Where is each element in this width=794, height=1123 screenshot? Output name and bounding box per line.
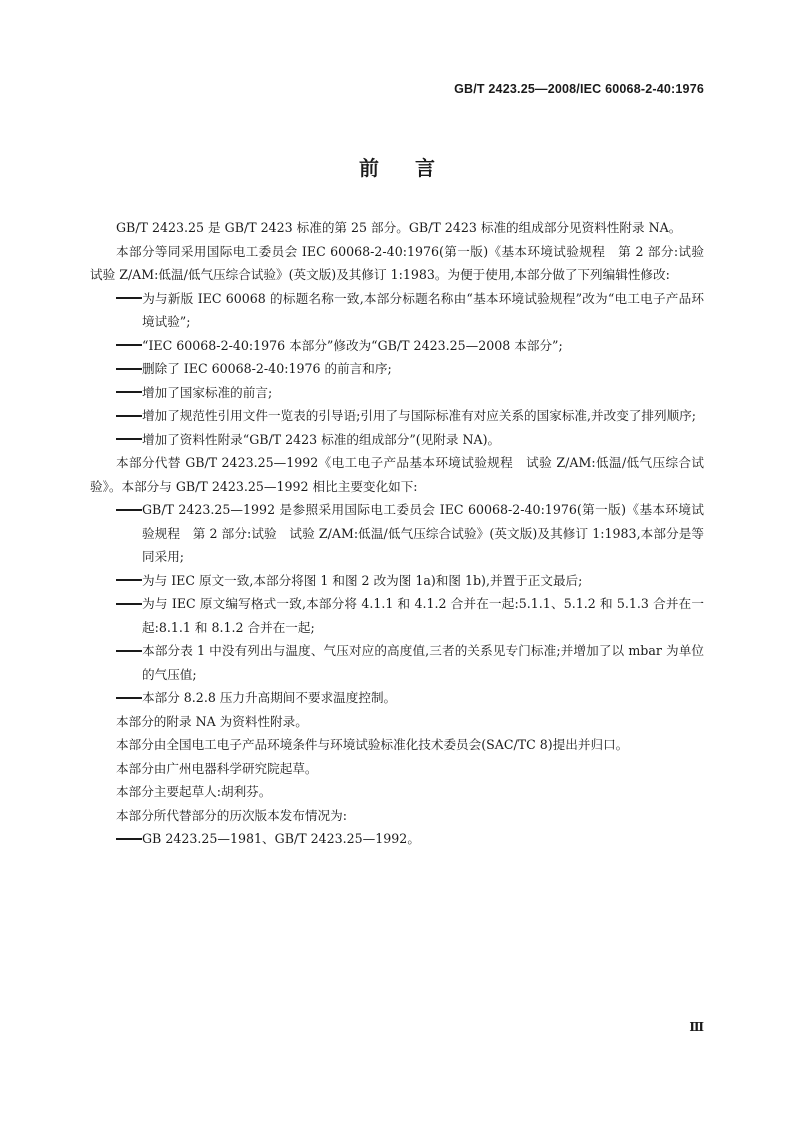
page-number: Ⅲ [689,1020,704,1034]
paragraph: 本部分由全国电工电子产品环境条件与环境试验标准化技术委员会(SAC/TC 8)提出并归口。 [116,737,629,752]
em-dash-marker [116,438,142,440]
paragraph: 本部分由广州电器科学研究院起草。 [116,760,318,776]
list-item: GB 2423.25—1981、GB/T 2423.25—1992。 [90,827,704,851]
paragraph: 本部分所代替部分的历次版本发布情况为: [116,807,347,823]
paragraph: 本部分的附录 NA 为资料性附录。 [116,713,308,729]
paragraph: 本部分代替 GB/T 2423.25—1992《电工电子产品基本环境试验规程 试验 Z/AM:低温/低气压综合试验》。本部分与 GB/T 2423.25—1992 相比主要变化如下: [90,455,704,494]
em-dash-marker [116,297,142,299]
em-dash-marker [116,391,142,393]
standard-number: GB/T 2423.25—2008/IEC 60068-2-40:1976 [454,82,704,96]
list-item: 删除了 IEC 60068-2-40:1976 的前言和序; [90,357,704,381]
list-item: 增加了资料性附录“GB/T 2423 标准的组成部分”(见附录 NA)。 [90,428,704,452]
paragraph: 本部分等同采用国际电工委员会 IEC 60068-2-40:1976(第一版)《基本环境试验规程 第 2 部分:试验 试验 Z/AM:低温/低气压综合试验》(英文版)及其修订 1:1983。为便于使用,本部分做了下列编辑性修改: [90,243,717,282]
em-dash-marker [116,368,142,370]
list-item: 本部分 8.2.8 压力升高期间不要求温度控制。 [90,686,704,710]
paragraph: 本部分主要起草人:胡利芬。 [116,784,272,799]
foreword-body [90,216,717,851]
page-title: 前言 [359,156,471,180]
list-item: 为与 IEC 原文编写格式一致,本部分将 4.1.1 和 4.1.2 合并在一起:5.1.1、5.1.2 和 5.1.3 合并在一起:8.1.1 和 8.1.2 合并在一起; [90,592,704,639]
em-dash-marker [116,650,142,652]
list-item: 增加了规范性引用文件一览表的引导语;引用了与国际标准有对应关系的国家标准,并改变了排列顺序; [90,404,704,428]
em-dash-marker [116,344,142,346]
em-dash-marker [116,509,142,511]
em-dash-marker [116,579,142,581]
list-item: 为与 IEC 原文一致,本部分将图 1 和图 2 改为图 1a)和图 1b),并置于正文最后; [90,569,704,593]
list-item: GB/T 2423.25—1992 是参照采用国际电工委员会 IEC 60068-2-40:1976(第一版)《基本环境试验规程 第 2 部分:试验 试验 Z/AM:低温/低气压综合试验》(英文版)及其修订 1:1983,本部分是等同采用; [90,498,704,569]
em-dash-marker [116,603,142,605]
list-item: 本部分表 1 中没有列出与温度、气压对应的高度值,三者的关系见专门标准;并增加了以 mbar 为单位的气压值; [90,639,704,686]
paragraph: GB/T 2423.25 是 GB/T 2423 标准的第 25 部分。GB/T 2423 标准的组成部分见资料性附录 NA。 [116,220,682,235]
list-item: 增加了国家标准的前言; [90,381,704,405]
em-dash-marker [116,697,142,699]
em-dash-marker [116,415,142,417]
list-item: “IEC 60068-2-40:1976 本部分”修改为“GB/T 2423.25—2008 本部分”; [90,334,704,358]
em-dash-marker [116,838,142,840]
list-item: 为与新版 IEC 60068 的标题名称一致,本部分标题名称由“基本环境试验规程”改为“电工电子产品环境试验”; [90,287,704,334]
